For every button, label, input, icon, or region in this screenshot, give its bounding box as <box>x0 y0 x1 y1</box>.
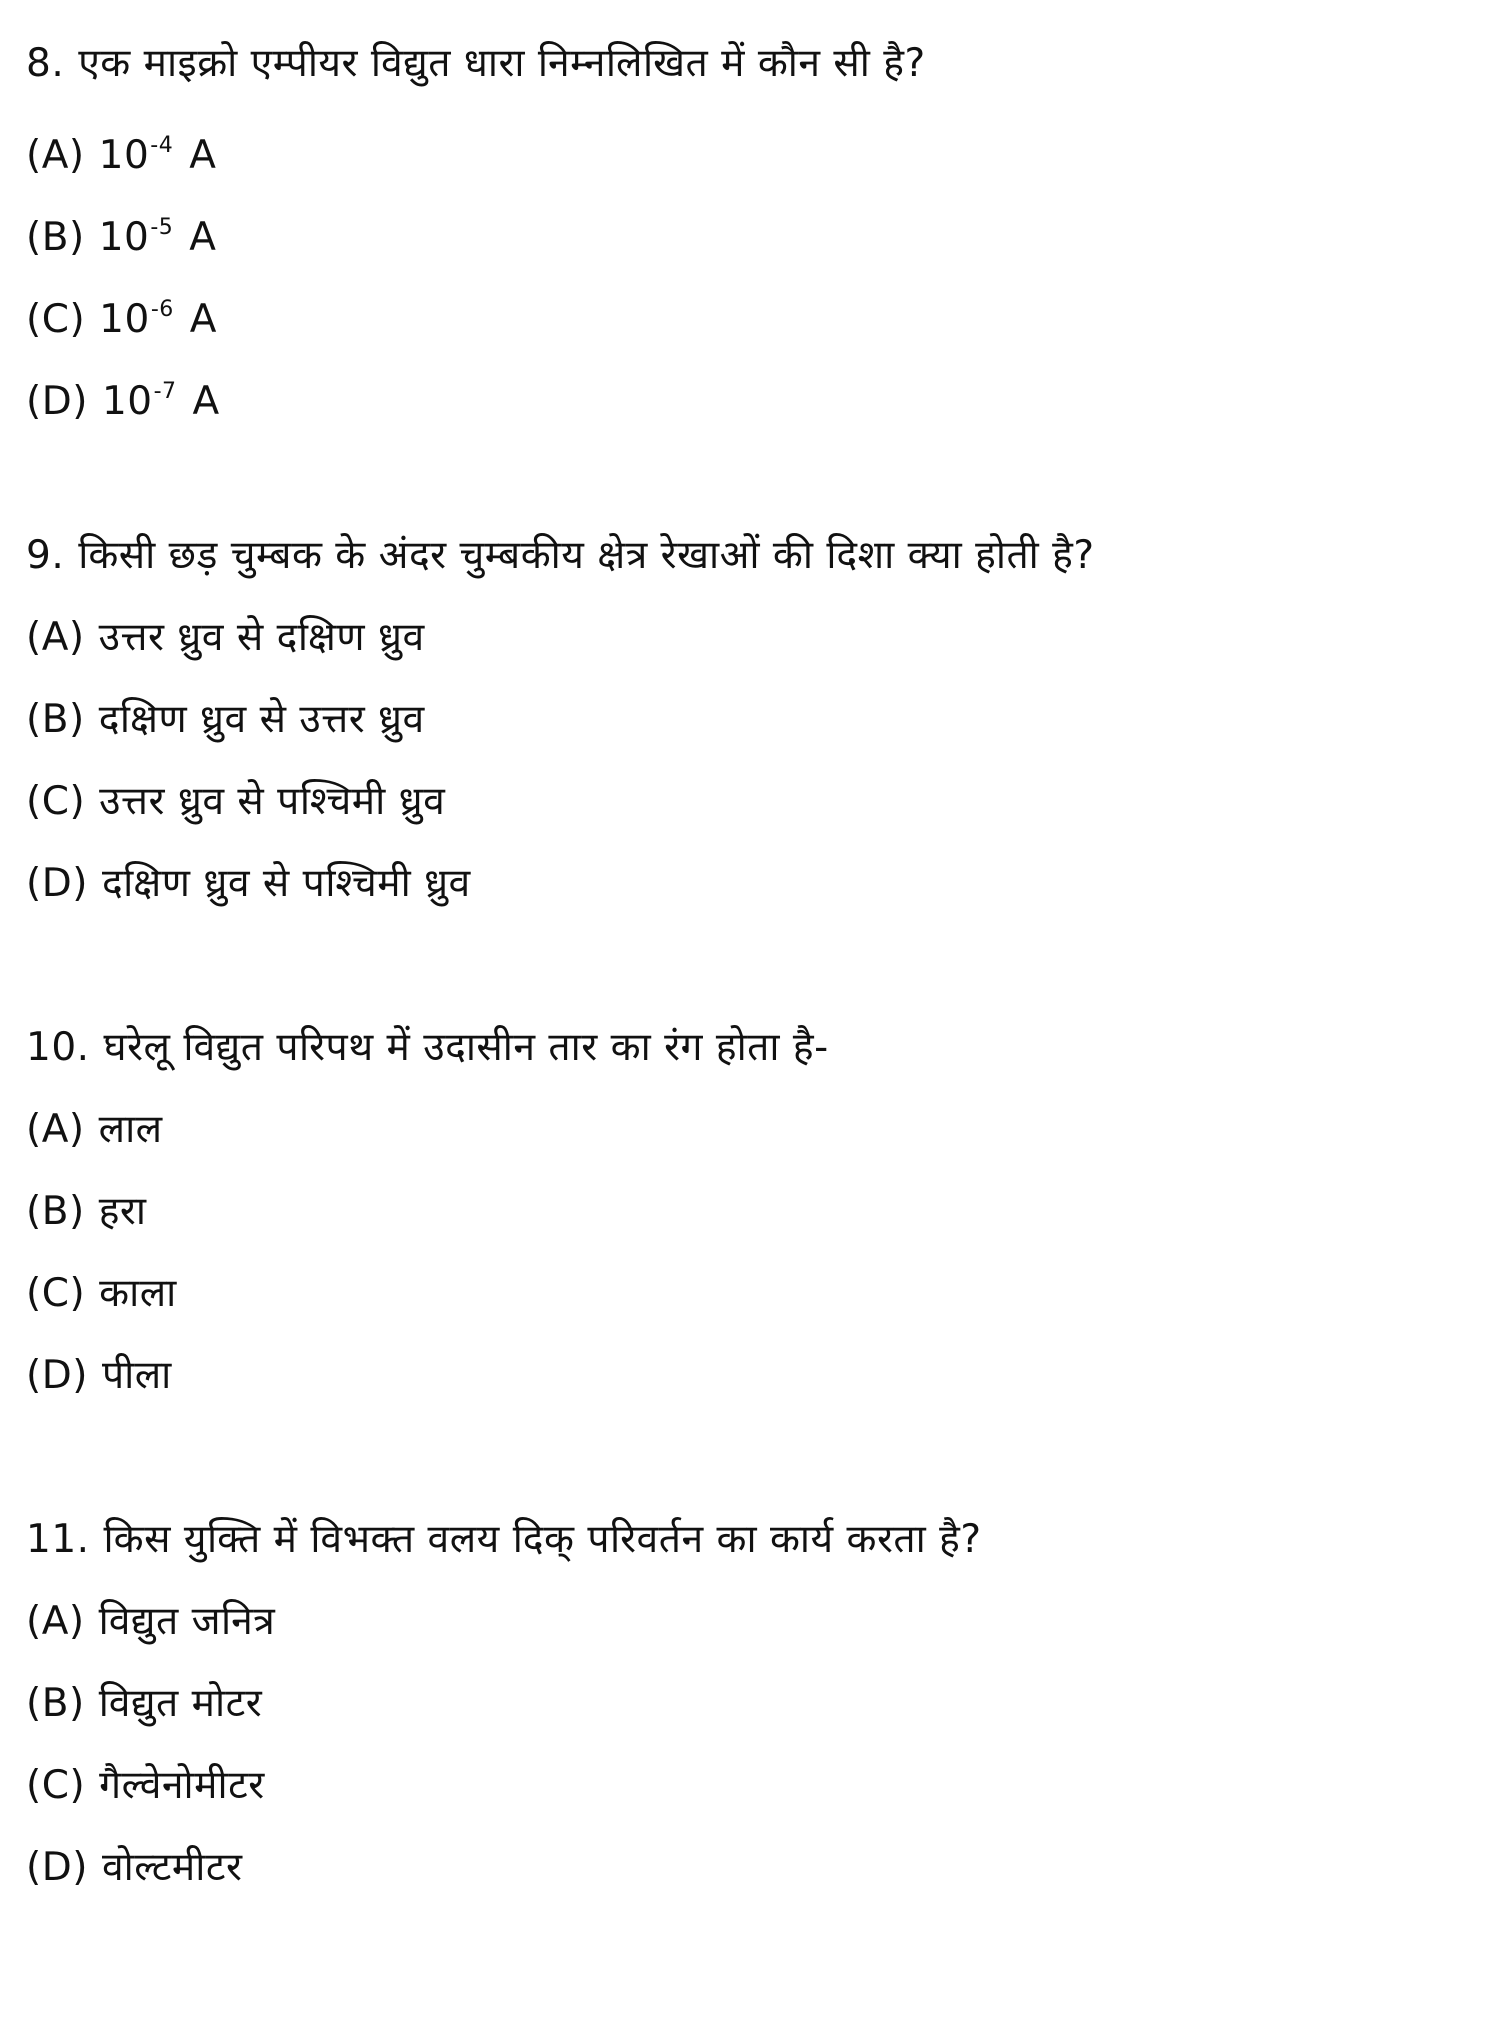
question-text <box>26 1514 1466 1596</box>
option-text: उत्तर ध्रुव से पश्चिमी ध्रुव <box>99 779 446 824</box>
option-b <box>26 1678 1466 1760</box>
question-11 <box>26 1514 1466 1924</box>
option-exponent: -4 <box>150 133 174 158</box>
option-d <box>26 1350 1466 1432</box>
option-base: 10 <box>99 297 150 342</box>
option-c <box>26 1268 1466 1350</box>
question-10 <box>26 1022 1466 1432</box>
question-stem: घरेलू विद्युत परिपथ में उदासीन तार का रंग होता है- <box>103 1025 829 1070</box>
option-key: (D) <box>26 1353 88 1398</box>
option-d <box>26 366 1466 448</box>
option-exponent: -6 <box>150 297 174 322</box>
option-text: लाल <box>98 1107 163 1152</box>
option-key: (D) <box>26 1845 88 1890</box>
option-b <box>26 1186 1466 1268</box>
option-key: (B) <box>26 1189 85 1234</box>
question-text <box>26 530 1466 612</box>
option-text: उत्तर ध्रुव से दक्षिण ध्रुव <box>98 615 425 660</box>
option-text: गैल्वेनोमीटर <box>99 1763 265 1808</box>
option-key: (C) <box>26 297 86 342</box>
option-a <box>26 612 1466 694</box>
question-text <box>26 38 1466 120</box>
option-key: (B) <box>26 1681 85 1726</box>
option-text: दक्षिण ध्रुव से उत्तर ध्रुव <box>98 697 425 742</box>
option-unit: A <box>189 133 217 178</box>
option-text: विद्युत मोटर <box>98 1681 263 1726</box>
question-stem: एक माइक्रो एम्पीयर विद्युत धारा निम्नलिखित में कौन सी है? <box>78 41 926 86</box>
question-number: 9. <box>26 533 65 578</box>
option-key: (B) <box>26 215 85 260</box>
option-key: (A) <box>26 133 85 178</box>
option-c <box>26 284 1466 366</box>
option-text: वोल्टमीटर <box>101 1845 243 1890</box>
question-number: 10. <box>26 1025 90 1070</box>
option-key: (A) <box>26 615 85 660</box>
option-exponent: -7 <box>153 379 177 404</box>
question-8 <box>26 38 1466 448</box>
option-text: दक्षिण ध्रुव से पश्चिमी ध्रुव <box>101 861 471 906</box>
option-key: (C) <box>26 1271 86 1316</box>
option-key: (C) <box>26 779 86 824</box>
option-text: हरा <box>98 1189 147 1234</box>
option-key: (D) <box>26 861 88 906</box>
option-d <box>26 1842 1466 1924</box>
option-base: 10 <box>98 133 150 178</box>
option-unit: A <box>192 379 220 424</box>
option-text: काला <box>99 1271 177 1316</box>
option-c <box>26 776 1466 858</box>
option-key: (A) <box>26 1107 85 1152</box>
question-9 <box>26 530 1466 940</box>
option-c <box>26 1760 1466 1842</box>
option-a <box>26 120 1466 202</box>
question-stem: किसी छड़ चुम्बक के अंदर चुम्बकीय क्षेत्र रेखाओं की दिशा क्या होती है? <box>78 533 1095 578</box>
option-d <box>26 858 1466 940</box>
option-unit: A <box>189 297 217 342</box>
option-key: (A) <box>26 1599 85 1644</box>
question-text <box>26 1022 1466 1104</box>
option-text: पीला <box>101 1353 172 1398</box>
option-b <box>26 202 1466 284</box>
option-key: (C) <box>26 1763 86 1808</box>
option-unit: A <box>189 215 217 260</box>
option-key: (D) <box>26 379 88 424</box>
option-base: 10 <box>101 379 153 424</box>
option-exponent: -5 <box>150 215 174 240</box>
option-a <box>26 1596 1466 1678</box>
question-stem: किस युक्ति में विभक्त वलय दिक् परिवर्तन का कार्य करता है? <box>103 1517 982 1562</box>
question-number: 8. <box>26 41 65 86</box>
question-number: 11. <box>26 1517 90 1562</box>
option-base: 10 <box>98 215 150 260</box>
option-text: विद्युत जनित्र <box>98 1599 276 1644</box>
option-b <box>26 694 1466 776</box>
option-key: (B) <box>26 697 85 742</box>
option-a <box>26 1104 1466 1186</box>
